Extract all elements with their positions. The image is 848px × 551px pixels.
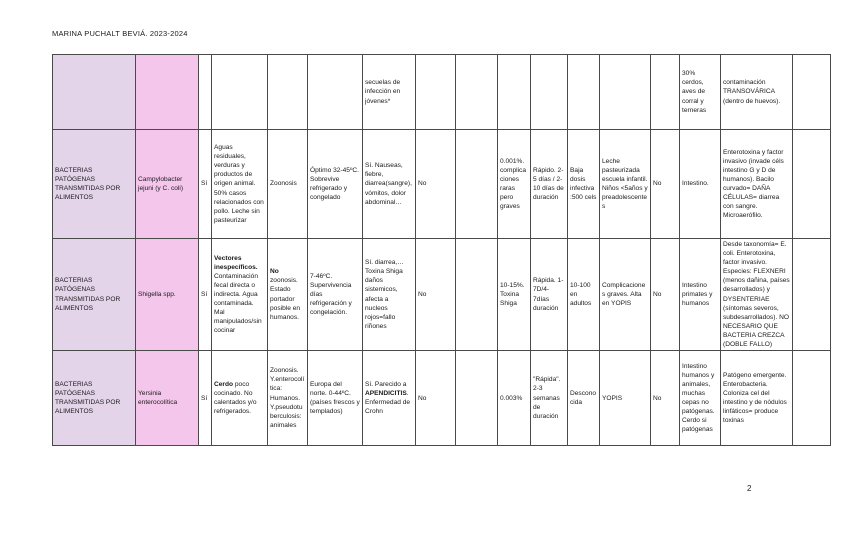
table-cell (212, 55, 268, 130)
category-cell: BACTERIAS PATÓGENAS TRANSMITIDAS POR ALIMENTOS (53, 130, 136, 239)
site-cell: Intestino primates y humanos (680, 239, 721, 351)
organism-cell: Yersinia enterocolítica (136, 351, 199, 446)
table-cell (456, 239, 498, 351)
yes-cell: Sí (199, 239, 212, 351)
table-row (53, 351, 831, 446)
mortality-cell: 10-15%. Toxina Shiga (498, 239, 531, 351)
site-cell: Intestino. (680, 130, 721, 239)
onset-cell: Rápido. 2-5 días / 2-10 días de duración (531, 130, 568, 239)
document-header: MARINA PUCHALT BEVIÁ. 2023-2024 (52, 29, 188, 38)
mortality-cell: 0.001%. complicaciones raras pero graves (498, 130, 531, 239)
risk-cell: Leche pasteurizada escuela infantil. Niños <5años y preadolescentes (600, 130, 651, 239)
table-cell (600, 55, 651, 130)
table-cell (651, 55, 680, 130)
foods-text: poco cocinado. No calentados y/o refrigerados. (214, 380, 257, 416)
zoonosis-cell (268, 239, 308, 351)
table-cell (793, 130, 831, 239)
table-cell (456, 55, 498, 130)
notes-cell: Desde taxonomía= E. coli. Enterotoxina, factor invasivo. Especies: FLEXNERI (menos dañina, países desarrollados) y DYSENTERIAE (síntomas severos, subdesarrollados). NO NECESARIO QUE BACTERIA CREZCA (DOBLE FALLO) (721, 239, 793, 351)
table-cell (793, 351, 831, 446)
table-row (53, 55, 831, 130)
onset-cell: Rápida. 1-7D/4-7días duración (531, 239, 568, 351)
table-row (53, 130, 831, 239)
zoonosis-text: zoonosis. Estado portador posible en humanos. (270, 277, 301, 321)
table-cell: No (416, 130, 456, 239)
foods-text: Contaminación fecal directa o indirecta. Agua contaminada. Mal manipulados/sin cocinar (214, 272, 262, 335)
zoonosis-cell: Zoonosis (268, 130, 308, 239)
symptoms-cell: Sí. diarrea,…Toxina Shiga daños sistemicos, afecta a nucleos rojos=fallo riñones (363, 239, 416, 351)
table-cell (793, 239, 831, 351)
table-cell: No (416, 351, 456, 446)
pathogen-table (52, 54, 831, 446)
foods-cell (212, 351, 268, 446)
yes-cell: Sí (199, 130, 212, 239)
symptoms-bold-text: APENDICITIS (365, 390, 407, 398)
conditions-cell: 7-46ºC. Supervivencia días refrigeración y congelación. (308, 239, 363, 351)
site-cell: Intestino humanos y animales, muchas cepas no patógenas. Cerdo si patógenas (680, 351, 721, 446)
table-cell: No (651, 351, 680, 446)
symptoms-cell: Sí. Nauseas, fiebre, diarrea(sangre), vómitos, dolor abdominal… (363, 130, 416, 239)
zoonosis-bold-text: No (270, 268, 279, 276)
symptoms-cell (363, 351, 416, 446)
table-cell (456, 351, 498, 446)
foods-cell (212, 239, 268, 351)
table-cell (268, 55, 308, 130)
dose-cell: 10-100 en adultos (568, 239, 600, 351)
category-cell: BACTERIAS PATÓGENAS TRANSMITIDAS POR ALIMENTOS (53, 239, 136, 351)
table-cell: No (651, 130, 680, 239)
notes-cell: contaminación TRANSOVÁRICA (dentro de huevos). (721, 55, 793, 130)
table-cell (568, 55, 600, 130)
mortality-cell: 0.003% (498, 351, 531, 446)
category-cell: BACTERIAS PATÓGENAS TRANSMITIDAS POR ALIMENTOS (53, 351, 136, 446)
foods-bold-text: Vectores inespecíficos. (214, 254, 258, 271)
risk-cell: Complicaciones graves. Alta en YOPIS (600, 239, 651, 351)
organism-cell: Shigella spp. (136, 239, 199, 351)
reservoir-cell: 30% cerdos, aves de corral y terneras (680, 55, 721, 130)
table-cell (416, 55, 456, 130)
notes-cell: Patógeno emergente. Enterobacteria. Coloniza cel del intestino y de nódulos linfáticos= produce toxinas (721, 351, 793, 446)
foods-cell: Aguas residuales, verduras y productos de origen animal. 50% casos relacionados con pollo. Leche sin pasteurizar (212, 130, 268, 239)
symptoms-cell: secuelas de infección en jóvenes* (363, 55, 416, 130)
conditions-cell: Europa del norte. 0-44ºC. (países frescos y templados) (308, 351, 363, 446)
symptoms-text: Sí. Parecido a (365, 380, 407, 388)
zoonosis-cell: Zoonosis. Y.enterocolítica: Humanos. Y.pseudotuberculosis: animales (268, 351, 308, 446)
table-cell (308, 55, 363, 130)
onset-cell: "Rápida". 2-3 semanas de duración (531, 351, 568, 446)
table-cell (199, 55, 212, 130)
yes-cell: Sí (199, 351, 212, 446)
dose-cell: Baja dosis infectiva :500 cels (568, 130, 600, 239)
page-number: 2 (747, 484, 752, 493)
notes-cell: Enterotoxina y factor invasivo (invade céls intestino G y D de humanos). Bacilo curvado= DAÑA CÉLULAS= diarrea con sangre. Microaerófilo. (721, 130, 793, 239)
table-cell: No (651, 239, 680, 351)
conditions-cell: Óptimo 32-45ºC. Sobrevive refrigerado y congelado (308, 130, 363, 239)
table-row (53, 239, 831, 351)
foods-bold-text: Cerdo (214, 380, 234, 388)
symptoms-text: . Enfermedad de Crohn (365, 390, 411, 416)
organism-cell: Campylobacter jejuni (y C. coli) (136, 130, 199, 239)
table-cell: No (416, 239, 456, 351)
table-cell (456, 130, 498, 239)
table-cell (531, 55, 568, 130)
table-cell (793, 55, 831, 130)
dose-cell: Desconocida (568, 351, 600, 446)
organism-cell (136, 55, 199, 130)
table-cell (498, 55, 531, 130)
risk-cell: YOPIS (600, 351, 651, 446)
category-cell (53, 55, 136, 130)
